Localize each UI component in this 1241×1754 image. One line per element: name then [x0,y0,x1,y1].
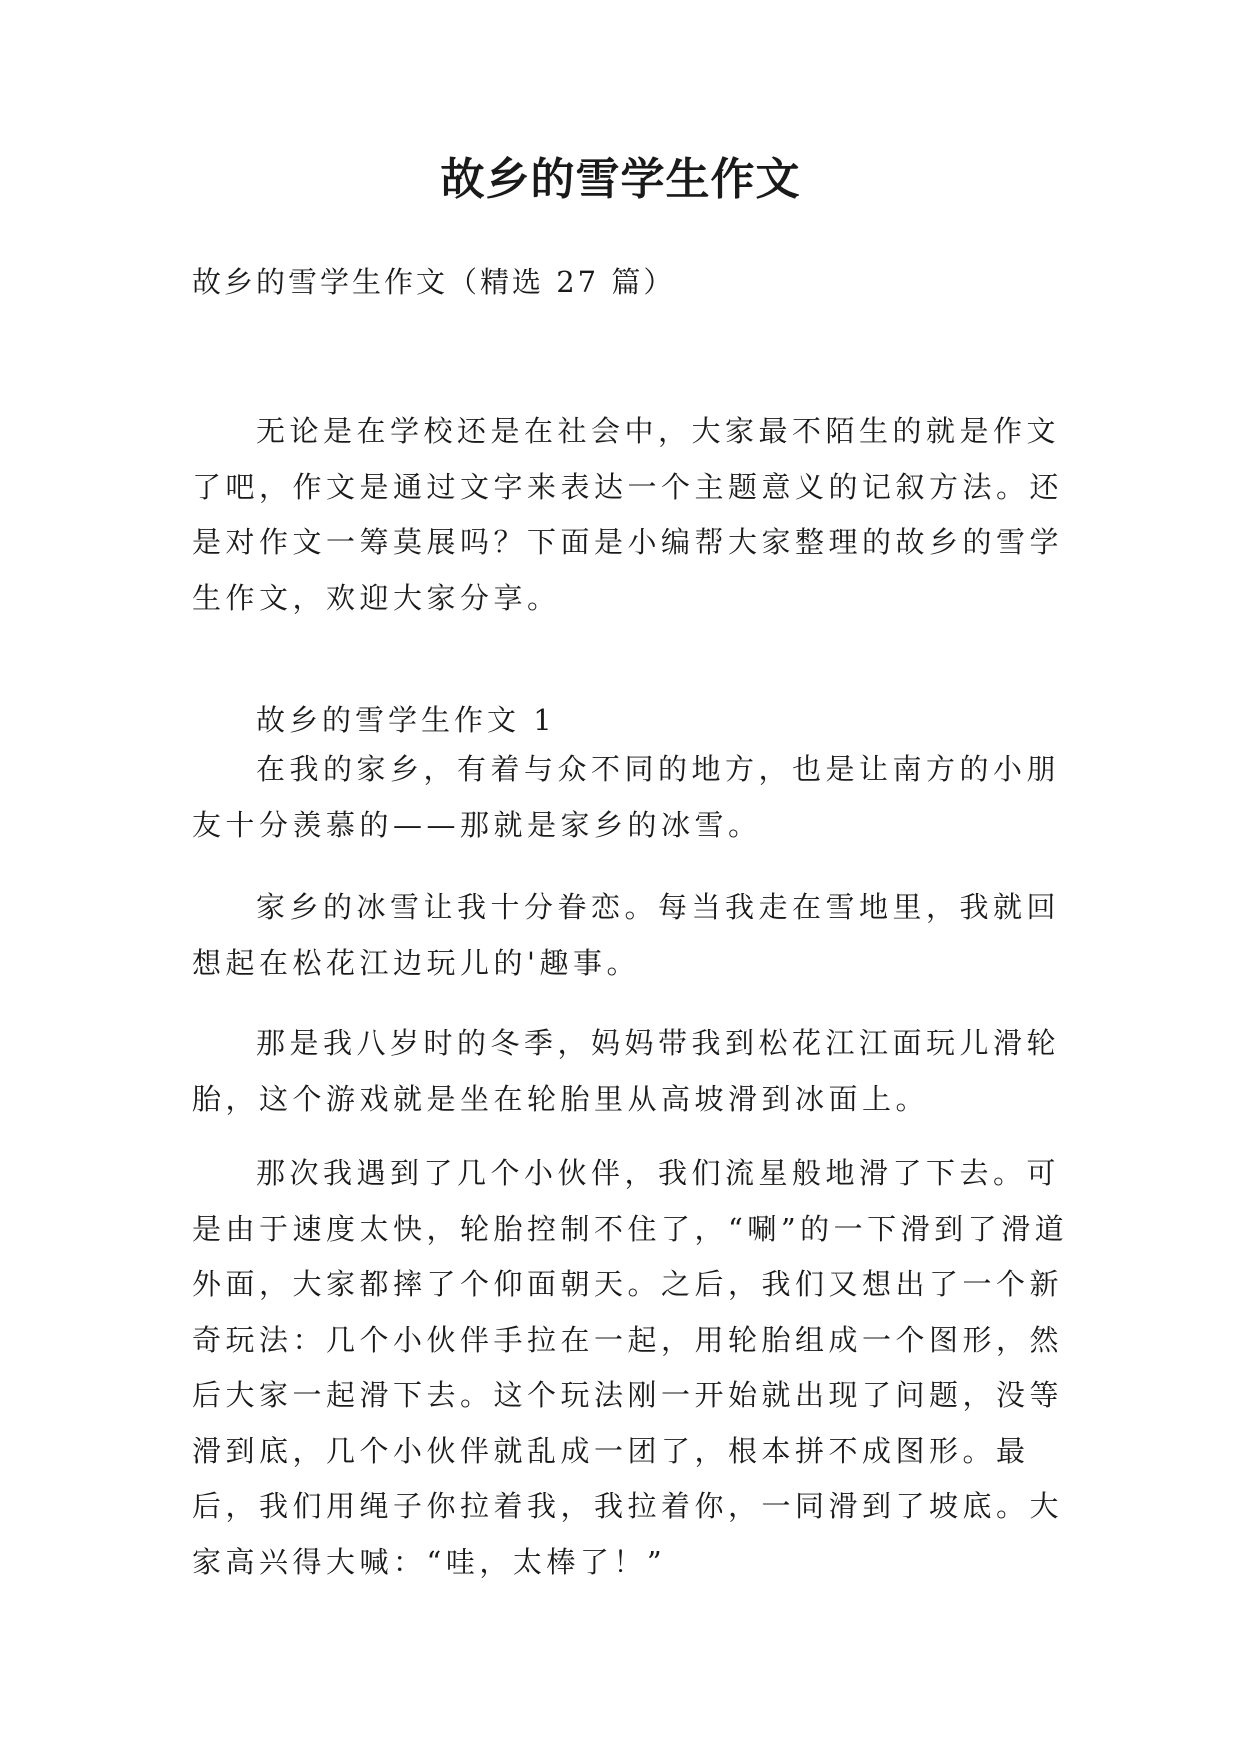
body-paragraph: 那是我八岁时的冬季，妈妈带我到松花江江面玩儿滑轮胎，这个游戏就是坐在轮胎里从高坡滑到冰面上。 [192,1026,1061,1116]
body-paragraph: 那次我遇到了几个小伙伴，我们流星般地滑了下去。可是由于速度太快，轮胎控制不住了，“唰”的一下滑到了滑道外面，大家都摔了个仰面朝天。之后，我们又想出了一个新奇玩法：几个小伙伴手拉在一起，用轮胎组成一个图形，然后大家一起滑下去。这个玩法刚一开始就出现了问题，没等滑到底，几个小伙伴就乱成一团了，根本拼不成图形。最后，我们用绳子你拉着我，我拉着你，一同滑到了坡底。大家高兴得大喊：“哇，太棒了！” [192,1156,1069,1579]
section-heading: 故乡的雪学生作文 1 [256,703,556,737]
intro-paragraph: 无论是在学校还是在社会中，大家最不陌生的就是作文了吧，作文是通过文字来表达一个主题意义的记叙方法。还是对作文一筹莫展吗？下面是小编帮大家整理的故乡的雪学生作文，欢迎大家分享。 [192,414,1064,615]
document-title: 故乡的雪学生作文 [440,154,801,205]
body-paragraph: 家乡的冰雪让我十分眷恋。每当我走在雪地里，我就回想起在松花江边玩儿的'趣事。 [192,890,1061,980]
body-paragraph: 在我的家乡，有着与众不同的地方，也是让南方的小朋友十分羡慕的——那就是家乡的冰雪。 [192,752,1061,842]
document-subtitle: 故乡的雪学生作文（精选 27 篇） [192,265,676,299]
